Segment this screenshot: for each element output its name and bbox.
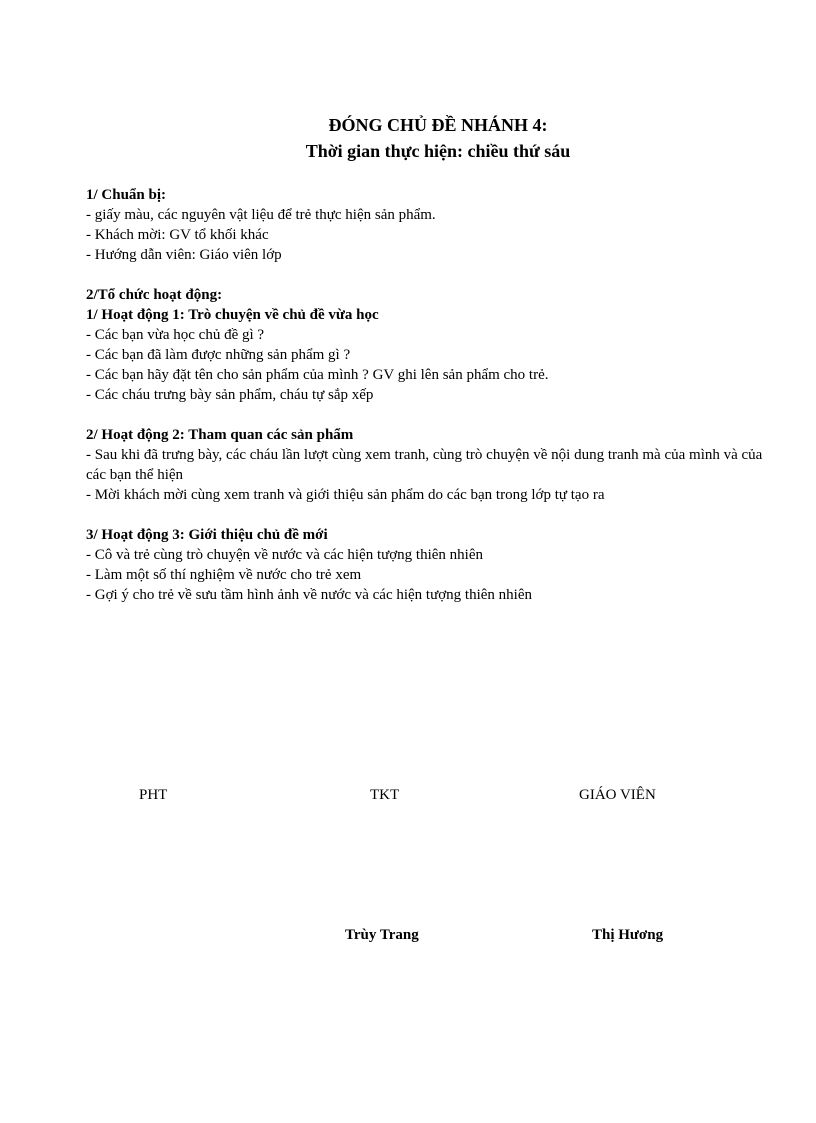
activity2-item: - Mời khách mời cùng xem tranh và giới thiệu sản phẩm do các bạn trong lớp tự tạo ra — [86, 487, 605, 503]
activity1-item: - Các bạn vừa học chủ đề gì ? — [86, 327, 265, 343]
preparation-item: - giấy màu, các nguyên vật liệu để trẻ thực hiện sản phẩm. — [86, 207, 436, 223]
signature-name-tkt: Trùy Trang — [345, 927, 419, 943]
preparation-item: - Hướng dẫn viên: Giáo viên lớp — [86, 247, 282, 263]
activity1-item: - Các cháu trưng bày sản phẩm, cháu tự sắp xếp — [86, 387, 374, 403]
activity2-item: - Sau khi đã trưng bày, các cháu lần lượt cùng xem tranh, cùng trò chuyện về nội dung tranh mà của mình và của các bạn thể hiện — [86, 447, 763, 483]
preparation-item: - Khách mời: GV tổ khối khác — [86, 227, 269, 243]
activity3-item: - Làm một số thí nghiệm về nước cho trẻ xem — [86, 567, 362, 583]
document-body — [86, 185, 786, 605]
activity2-heading: 2/ Hoạt động 2: Tham quan các sản phẩm — [86, 427, 354, 443]
spacer — [86, 405, 786, 425]
activity3-heading: 3/ Hoạt động 3: Giới thiệu chủ đề mới — [86, 527, 328, 543]
signature-label-teacher: GIÁO VIÊN — [579, 787, 656, 803]
activity1-item: - Các bạn hãy đặt tên cho sản phẩm của mình ? GV ghi lên sản phẩm cho trẻ. — [86, 367, 549, 383]
document-title: ĐÓNG CHỦ ĐỀ NHÁNH 4: — [328, 115, 548, 135]
document-subtitle: Thời gian thực hiện: chiều thứ sáu — [305, 141, 571, 161]
activity3-item: - Cô và trẻ cùng trò chuyện về nước và các hiện tượng thiên nhiên — [86, 547, 483, 563]
organization-heading: 2/Tổ chức hoạt động: — [86, 287, 223, 303]
signature-label-pht: PHT — [139, 787, 168, 803]
activity1-heading: 1/ Hoạt động 1: Trò chuyện về chủ đề vừa học — [86, 307, 379, 323]
preparation-heading: 1/ Chuẩn bị: — [86, 187, 167, 203]
spacer — [86, 505, 786, 525]
spacer — [86, 265, 786, 285]
signature-name-teacher: Thị Hương — [592, 927, 664, 943]
activity3-item: - Gợi ý cho trẻ về sưu tầm hình ảnh về nước và các hiện tượng thiên nhiên — [86, 587, 532, 603]
activity1-item: - Các bạn đã làm được những sản phẩm gì ? — [86, 347, 351, 363]
signature-label-tkt: TKT — [370, 787, 400, 803]
